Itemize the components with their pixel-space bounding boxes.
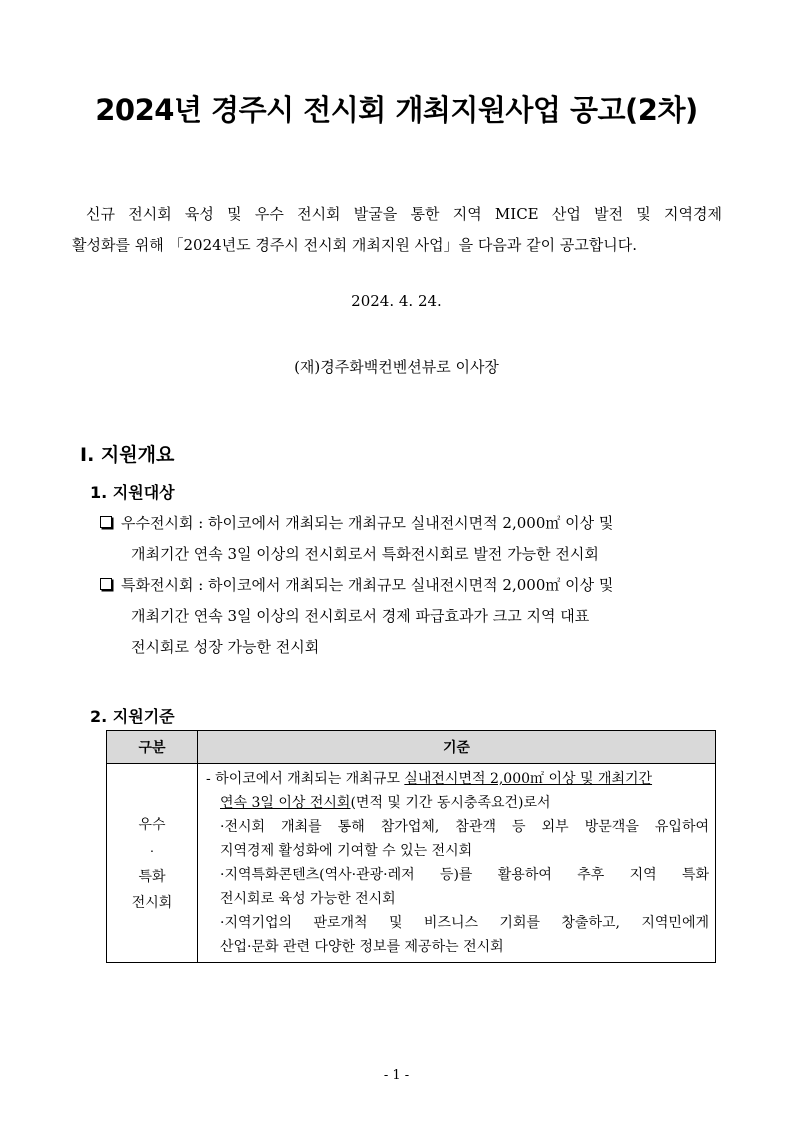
checkbox-bullet-icon (100, 578, 112, 590)
criteria-bullet-line: 산업·문화 관련 다양한 정보를 제공하는 전시회 (220, 939, 504, 955)
header-criteria: 기준 (198, 731, 716, 764)
category-line: 전시회 (131, 894, 173, 910)
criteria-bullet-line: 지역경제 활성화에 기여할 수 있는 전시회 (220, 843, 473, 859)
criteria-text: (면적 및 기간 동시충족요건)로서 (350, 795, 551, 811)
criteria-line (206, 791, 709, 815)
criteria-text: - 하이코에서 개최되는 개최규모 (206, 771, 405, 787)
subsection-heading-target: 1. 지원대상 (90, 483, 175, 502)
item-line: 우수전시회 : 하이코에서 개최되는 개최규모 실내전시면적 2,000㎡ 이상 및 (121, 514, 614, 532)
target-item-excellent (100, 508, 700, 570)
criteria-cell (198, 764, 716, 963)
item-line: 개최기간 연속 3일 이상의 전시회로서 특화전시회로 발전 가능한 전시회 (131, 545, 599, 563)
checkbox-bullet-icon (100, 516, 112, 528)
page-number: - 1 - (383, 1068, 410, 1083)
criteria-bullet-line: ·지역특화콘텐츠(역사·관광·레저 등)를 활용하여 추후 지역 특화 (220, 867, 709, 883)
announcement-date: 2024. 4. 24. (351, 292, 442, 310)
table-header-row (107, 731, 716, 764)
intro-line-1: 신규 전시회 육성 및 우수 전시회 발굴을 통한 지역 MICE 산업 발전 및 지역경제 (86, 205, 722, 223)
document-title: 2024년 경주시 전시회 개최지원사업 공고(2차) (95, 93, 698, 127)
category-line: 우수 (138, 816, 166, 832)
target-item-specialized (100, 570, 700, 663)
section-heading: Ⅰ. 지원개요 (80, 444, 175, 466)
criteria-underlined: 실내전시면적 2,000㎡ 이상 및 개최기간 (404, 771, 653, 787)
intro-line-2: 활성화를 위해 「2024년도 경주시 전시회 개최지원 사업」을 다음과 같이 공고합니다. (72, 236, 638, 254)
criteria-underlined: 연속 3일 이상 전시회 (220, 795, 351, 811)
category-cell (107, 764, 198, 963)
item-line: 개최기간 연속 3일 이상의 전시회로서 경제 파급효과가 크고 지역 대표 (131, 607, 590, 625)
category-line: · (149, 842, 155, 858)
criteria-bullet-line: ·지역기업의 판로개척 및 비즈니스 기회를 창출하고, 지역민에게 (220, 915, 709, 931)
category-line: 특화 (138, 868, 166, 884)
criteria-line (206, 767, 709, 791)
table-row (107, 764, 716, 963)
criteria-bullet-line: 전시회로 육성 가능한 전시회 (220, 891, 396, 907)
item-line: 특화전시회 : 하이코에서 개최되는 개최규모 실내전시면적 2,000㎡ 이상 및 (121, 576, 614, 594)
criteria-bullet-line: ·전시회 개최를 통해 참가업체, 참관객 등 외부 방문객을 유입하여 (220, 819, 709, 835)
issuing-organization: (재)경주화백컨벤션뷰로 이사장 (294, 358, 499, 376)
criteria-table (106, 730, 716, 963)
intro-paragraph (72, 199, 722, 261)
subsection-heading-criteria: 2. 지원기준 (90, 707, 175, 726)
item-line: 전시회로 성장 가능한 전시회 (131, 638, 320, 656)
header-category: 구분 (107, 731, 198, 764)
